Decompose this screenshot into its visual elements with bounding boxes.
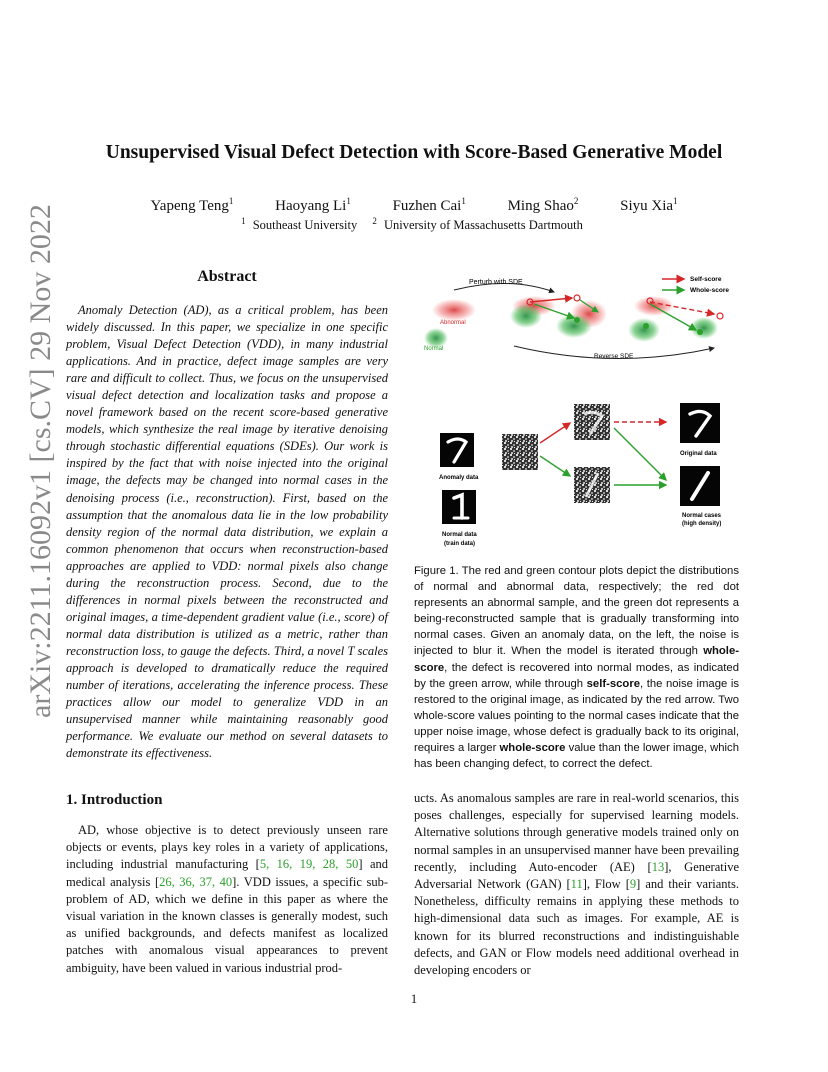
green-dot-2 (643, 323, 649, 329)
anomaly-image (440, 433, 474, 467)
citation-link[interactable]: 26, 36, 37, 40 (159, 874, 233, 889)
normal-data-label-1: Normal data (442, 532, 477, 538)
figure-1-caption: Figure 1. The red and green contour plots depict the distributions of normal and abnormal data, respectively; the red dot represents an abnormal sample, and the green dot represents a being-reconstructed sample that is gradually transforming into normal cases. Given an anomaly data, on the left, the noise is injected to blur it. When the model is iterated through whole-score, the defect is recovered into normal modes, as indicated by the green arrow, while through self-score, the noise image is restored to the original image, as indicated by the red arrow. Two whole-score values pointing to the normal cases indicate that the upper noise image, whose defect is gradually back to its original, requires a larger whole-score value than the lower image, which has been changing defect, to correct the defect. (414, 565, 739, 771)
anomaly-data-label: Anomaly data (439, 475, 479, 481)
author-list (0, 196, 828, 215)
reverse-label: Reverse SDE (594, 353, 634, 360)
citation-link[interactable]: 13 (651, 859, 665, 874)
abnormal-label: Abnormal (440, 320, 466, 326)
affiliation-2: $^2$ University of Massachusetts Dartmouth (372, 216, 583, 233)
contour-green-4 (628, 318, 660, 342)
upper-noise-image (574, 404, 610, 440)
normal-label: Normal (424, 346, 444, 352)
original-image (680, 403, 720, 443)
normal-cases-label-1: Normal cases (682, 513, 722, 519)
contour-green-5 (690, 317, 718, 339)
normal-cases-label-2: (high density) (682, 521, 722, 527)
citation-link[interactable]: 5, 16, 19, 28, 50 (259, 857, 359, 872)
abstract-text: Anomaly Detection (AD), as a critical problem, has been widely discussed. In this paper, we specialize in one specific problem, Visual Defect Detection (VDD), in many industrial applications. And in practice, defect image samples are very rare and difficult to collect. Thus, we focus on the unsupervised visual defect detection and localization tasks and propose a novel framework based on the recent score-based generative models, which synthesize the real image by iterative denoising through stochastic differential equations (SDEs). Our work is inspired by the fact that with noise injected into the original image, the defects may be changed into normal cases in the denoising process (i.e., reconstruction). First, based on the assumption that the anomalous data lie in the low probability density region of the normal data distribution, we explain a common phenomenon that occurs when reconstruction-based approaches are applied to VDD: normal pixels also change during the reconstruction process. Second, due to the differences in normal pixels between the reconstructed and original images, a time-dependent gradient value (i.e., score) of normal data distribution is utilized as a metric, rather than reconstruction loss, to gauge the defects. Third, a novel T scales approach is developed to dramatically reduce the required number of iterations, accelerating the inference process. These practices allow our model to generalize VDD in an unsupervised manner while maintaining reasonably good performance. We evaluate our method on several datasets to demonstrate its effectiveness. (66, 303, 388, 761)
author-4: Ming Shao$^2$ (507, 196, 579, 214)
green-dot-1 (574, 317, 580, 323)
page-number: 1 (410, 992, 418, 1006)
figure-1 (414, 268, 739, 553)
lower-noise-image (574, 467, 610, 503)
normal-case-image (680, 466, 720, 506)
paper-title: Unsupervised Visual Defect Detection with Score-Based Generative Model (105, 142, 723, 163)
affiliation-1: $^1$ Southeast University (241, 216, 358, 233)
abstract-heading: Abstract (197, 268, 257, 285)
normal-contour (424, 328, 448, 348)
perturb-label: Perturb with SDE (469, 279, 523, 286)
author-1: Yapeng Teng$^1$ (150, 196, 234, 214)
noised-image (502, 434, 538, 470)
author-2: Haoyang Li$^1$ (275, 196, 351, 214)
red-dot-4 (717, 313, 723, 319)
citation-link[interactable]: 11 (570, 877, 583, 892)
intro-paragraph-2: ucts. As anomalous samples are rare in real-world scenarios, this poses challenges, especially for supervised learning models. Alternative solutions through generative models trained only on normal samples in an unsupervised manner have been prevailing recently, including Auto-encoder (AE) [13], Generative Adversarial Network (GAN) [11], Flow [9] and their variants. Nonetheless, difficulty remains in applying these methods to high-dimensional data such as images. For example, AE is known for its blurred reconstructions and indistinguishable defects, and GAN or Flow models need additional overhead in developing encoders or (414, 791, 739, 978)
green-arrow-upper (614, 428, 666, 480)
author-3: Fuzhen Cai$^1$ (392, 196, 466, 214)
intro-paragraph-1: AD, whose objective is to detect previously unseen rare objects or events, plays key roles in a variety of applications, including industrial manufacturing [5, 16, 19, 28, 50] and medical analysis [26, 36, 37, 40]. VDD issues, a specific sub-problem of AD, which we define in this paper as where the visual variation in the known classes is generally modest, such as unified backgrounds, and defects manifest as localized patches with anomalous visual appearances to prevent ambiguity, have been valued in various industrial prod- (66, 823, 389, 975)
citation-link[interactable]: 9 (629, 877, 637, 892)
author-5: Siyu Xia$^1$ (620, 196, 678, 214)
section-1-heading: 1. Introduction (66, 792, 163, 808)
normal-train-image (442, 490, 476, 524)
contour-green-2 (510, 304, 542, 328)
affiliations (0, 216, 828, 233)
legend-self-score: Self-score (690, 276, 722, 283)
legend-whole-score: Whole-score (690, 287, 730, 294)
arxiv-identifier: arXiv:2211.16092v1 [cs.CV] 29 Nov 2022 (24, 204, 57, 718)
green-dot-3 (697, 329, 703, 335)
original-data-label: Original data (680, 451, 717, 457)
abnormal-contour (432, 299, 476, 321)
green-arrow-down (540, 456, 570, 476)
normal-data-label-2: (train data) (444, 541, 476, 547)
red-arrow-up (540, 423, 570, 443)
red-dot-2 (574, 295, 580, 301)
